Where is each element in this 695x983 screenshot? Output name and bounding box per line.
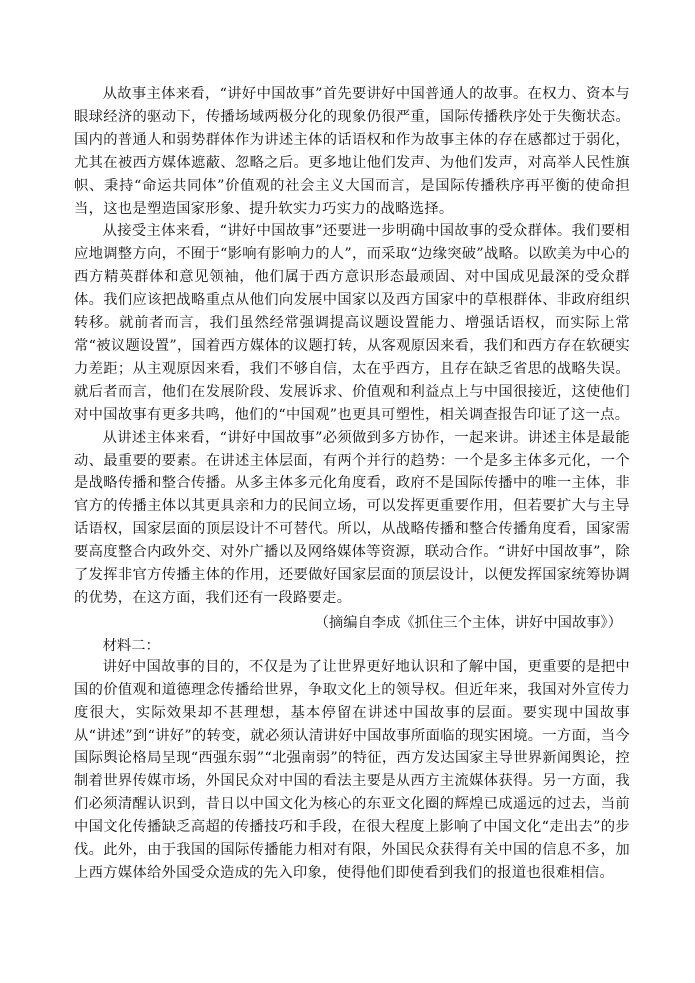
material2-label: 材料二： [102, 637, 160, 654]
material1-paragraph-2: 从接受主体来看，“讲好中国故事”还要进一步明确中国故事的受众群体。我们要相应地调整方向，不囿于“影响有影响力的人”，而采取“边缘突破”战略。以欧美为中心的西方精英群体和意见领袖，他们属于西方意识形态最顽固、对中国成见最深的受众群体。我们应该把战略重点从他们向发展中国家以及西方国家中的草根群体、非政府组织转移。就前者而言，我们虽然经常强调提高议题设置能力、增强话语权，而实际上常常“被议题设置”，国着西方媒体的议题打转，从客观原因来看，我们和西方存在软硬实力差距；从主观原因来看，我们不够自信，太在乎西方，且存在缺乏省思的战略失误。就后者而言，他们在发展阶段、发展诉求、价值观和利益点上与中国很接近，这使他们对中国故事有更多共鸣，他们的“中国观”也更具可塑性，相关调查报告印证了这一点。 [74, 223, 630, 423]
material1-paragraph-3: 从讲述主体来看，“讲好中国故事”必须做到多方协作，一起来讲。讲述主体是最能动、最重要的要素。在讲述主体层面，有两个并行的趋势：一个是多主体多元化，一个是战略传播和整合传播。从多主体多元化角度看，政府不是国际传播中的唯一主体，非官方的传播主体以其更具亲和力的民间立场，可以发挥更重要作用，但若要扩大与主导话语权，国家层面的顶层设计不可替代。所以，从战略传播和整合传播角度看，国家需要高度整合内政外交、对外广播以及网络媒体等资源，联动合作。“讲好中国故事”，除了发挥非官方传播主体的作用，还要做好国家层面的顶层设计，以便发挥国家统筹协调的优势，在这方面，我们还有一段路要走。 [74, 429, 630, 606]
material2-paragraph-1: 讲好中国故事的目的，不仅是为了让世界更好地认识和了解中国，更重要的是把中国的价值观和道德理念传播给世界，争取文化上的领导权。但近年来，我国对外宣传力度很大，实际效果却不甚理想，基本停留在讲述中国故事的层面。要实现中国故事从“讲述”到“讲好”的转变，就必须认清讲好中国故事所面临的现实困境。一方面，当今国际舆论格局呈现“西强东弱”“北强南弱”的特征，西方发达国家主导世界新闻舆论，控制着世界传媒市场，外国民众对中国的看法主要是从西方主流媒体获得。另一方面，我们必须清醒认识到，昔日以中国文化为核心的东亚文化圈的辉煌已成遥远的过去，当前中国文化传播缺乏高超的传播技巧和手段，在很大程度上影响了中国文化“走出去”的步伐。此外，由于我国的国际传播能力相对有限，外国民众获得有关中国的信息不多，加上西方媒体给外国受众造成的先入印象，使得他们即使看到我们的报道也很难相信。 [74, 658, 630, 881]
material1-citation: （摘编自李成《抓住三个主体，讲好中国故事》） [314, 614, 622, 631]
material1-paragraph-1: 从故事主体来看，“讲好中国故事”首先要讲好中国普通人的故事。在权力、资本与眼球经济的驱动下，传播场域两极分化的现象仍很严重，国际传播秩序处于失衡状态。国内的普通人和弱势群体作为讲述主体的话语权和作为故事主体的存在感都过于弱化，尤其在被西方媒体遮蔽、忽略之后。更多地让他们发声、为他们发声，对高举人民性旗帜、秉持“命运共同体”价值观的社会主义大国而言，是国际传播秩序再平衡的使命担当，这也是塑造国家形象、提升软实力巧实力的战略选择。 [74, 86, 630, 217]
document-page [74, 83, 630, 885]
